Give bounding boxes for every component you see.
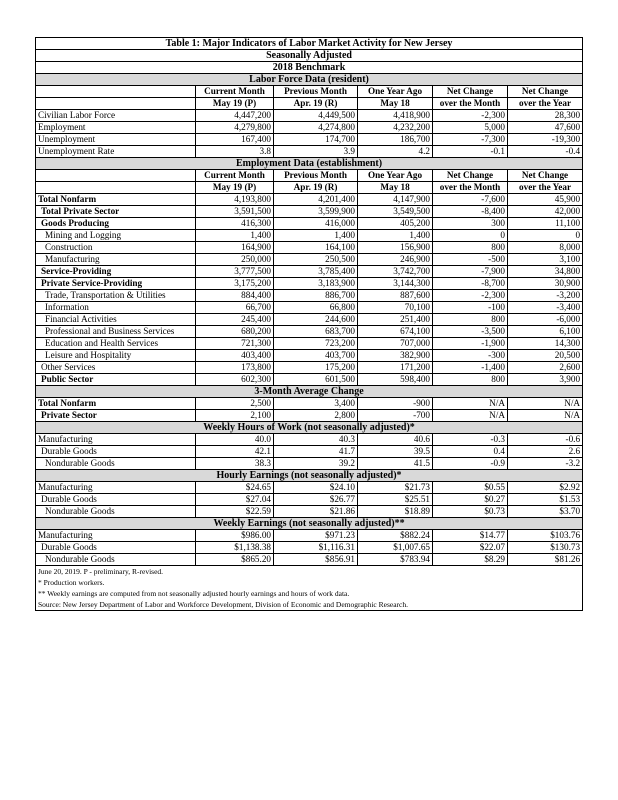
row-label: Employment [36,122,196,134]
data-cell: 41.5 [358,458,433,470]
column-header: Previous Month [274,170,358,182]
row-label: Other Services [36,362,196,374]
section-heading: Weekly Earnings (not seasonally adjusted)** [36,518,583,530]
data-cell: 4,232,200 [358,122,433,134]
data-cell: 3,400 [274,398,358,410]
table-row [36,134,583,146]
data-cell: -3,400 [508,302,583,314]
data-cell: 250,500 [274,254,358,266]
data-cell: $882.24 [358,530,433,542]
footnote: ** Weekly earnings are computed from not seasonally adjusted hourly earnings and hours of work data. [36,588,583,599]
data-cell: -500 [433,254,508,266]
data-cell: 20,500 [508,350,583,362]
column-header-row [36,98,583,110]
data-cell: $2.92 [508,482,583,494]
table-row [36,266,583,278]
table-row [36,314,583,326]
data-cell: 3,900 [508,374,583,386]
section-heading-row [36,74,583,86]
data-cell: 246,900 [358,254,433,266]
data-cell: -0.3 [433,434,508,446]
table-row [36,302,583,314]
row-label: Manufacturing [36,434,196,446]
data-cell: 47,600 [508,122,583,134]
data-cell: 66,700 [196,302,274,314]
column-header: Net Change [433,170,508,182]
data-cell: 42.1 [196,446,274,458]
footnote-row [36,566,583,578]
data-cell: N/A [508,398,583,410]
data-cell: 34,800 [508,266,583,278]
data-cell: 674,100 [358,326,433,338]
column-header: May 19 (P) [196,98,274,110]
row-label: Leisure and Hospitality [36,350,196,362]
data-cell: 2,500 [196,398,274,410]
table-row [36,218,583,230]
data-cell: 6,100 [508,326,583,338]
table-row [36,506,583,518]
column-header: over the Month [433,182,508,194]
data-cell: $81.26 [508,554,583,566]
column-header [36,86,196,98]
data-cell: 4,447,200 [196,110,274,122]
section-heading-row [36,386,583,398]
data-cell: -2,300 [433,110,508,122]
data-cell: $26.77 [274,494,358,506]
data-cell: 245,400 [196,314,274,326]
column-header [36,182,196,194]
data-cell: 680,200 [196,326,274,338]
data-cell: 42,000 [508,206,583,218]
row-label: Durable Goods [36,494,196,506]
data-cell: 11,100 [508,218,583,230]
row-label: Nondurable Goods [36,554,196,566]
table-row [36,206,583,218]
data-cell: 3,183,900 [274,278,358,290]
data-cell: 156,900 [358,242,433,254]
column-header: over the Year [508,182,583,194]
data-cell: 164,100 [274,242,358,254]
row-label: Private Sector [36,410,196,422]
data-cell: 601,500 [274,374,358,386]
data-cell: -0.9 [433,458,508,470]
data-cell: 2,100 [196,410,274,422]
data-cell: 30,900 [508,278,583,290]
data-cell: 403,400 [196,350,274,362]
row-label: Financial Activities [36,314,196,326]
data-cell: -0.6 [508,434,583,446]
data-cell: $22.59 [196,506,274,518]
table-row [36,338,583,350]
table-title-row [36,62,583,74]
data-cell: 3,785,400 [274,266,358,278]
table-title: Table 1: Major Indicators of Labor Market Activity for New Jersey [36,38,583,50]
data-cell: $27.04 [196,494,274,506]
data-cell: -100 [433,302,508,314]
row-label: Manufacturing [36,482,196,494]
data-cell: 723,200 [274,338,358,350]
data-cell: 14,300 [508,338,583,350]
data-cell: $24.65 [196,482,274,494]
data-cell: $21.73 [358,482,433,494]
data-cell: $1,138.38 [196,542,274,554]
column-header: Apr. 19 (R) [274,182,358,194]
data-cell: -3.2 [508,458,583,470]
data-cell: 416,000 [274,218,358,230]
column-header-row [36,170,583,182]
data-cell: 4,418,900 [358,110,433,122]
data-cell: -3,500 [433,326,508,338]
table-row [36,458,583,470]
data-cell: 164,900 [196,242,274,254]
column-header: Net Change [508,86,583,98]
data-cell: 4,279,800 [196,122,274,134]
data-cell: -7,600 [433,194,508,206]
data-cell: 886,700 [274,290,358,302]
row-label: Private Service-Providing [36,278,196,290]
table-row [36,350,583,362]
section-heading: Hourly Earnings (not seasonally adjusted)* [36,470,583,482]
data-cell: 3,100 [508,254,583,266]
data-cell: $0.73 [433,506,508,518]
data-cell: 45,900 [508,194,583,206]
data-cell: $25.51 [358,494,433,506]
data-cell: 3,549,500 [358,206,433,218]
data-cell: 3,175,200 [196,278,274,290]
row-label: Unemployment [36,134,196,146]
footnote-row [36,599,583,611]
data-cell: 405,200 [358,218,433,230]
data-cell: 4,274,800 [274,122,358,134]
data-cell: 800 [433,242,508,254]
data-cell: 382,900 [358,350,433,362]
data-cell: 39.2 [274,458,358,470]
data-cell: -6,000 [508,314,583,326]
footnote-row [36,588,583,599]
row-label: Mining and Logging [36,230,196,242]
data-cell: -7,300 [433,134,508,146]
data-cell: 40.0 [196,434,274,446]
labor-market-table [35,37,583,611]
data-cell: $22.07 [433,542,508,554]
data-cell: 66,800 [274,302,358,314]
data-cell: $1.53 [508,494,583,506]
data-cell: 416,300 [196,218,274,230]
row-label: Total Nonfarm [36,194,196,206]
row-label: Total Private Sector [36,206,196,218]
row-label: Construction [36,242,196,254]
data-cell: 2,800 [274,410,358,422]
data-cell: 3,777,500 [196,266,274,278]
table-title-row [36,50,583,62]
data-cell: -700 [358,410,433,422]
data-cell: N/A [508,410,583,422]
section-heading: 3-Month Average Change [36,386,583,398]
data-cell: 38.3 [196,458,274,470]
data-cell: 403,700 [274,350,358,362]
data-cell: 4,201,400 [274,194,358,206]
data-cell: 721,300 [196,338,274,350]
table-row [36,146,583,158]
data-cell: $3.70 [508,506,583,518]
data-cell: 1,400 [196,230,274,242]
data-cell: 167,400 [196,134,274,146]
row-label: Manufacturing [36,530,196,542]
table-row [36,494,583,506]
data-cell: 28,300 [508,110,583,122]
data-cell: $986.00 [196,530,274,542]
data-cell: 173,800 [196,362,274,374]
row-label: Unemployment Rate [36,146,196,158]
row-label: Manufacturing [36,254,196,266]
footnote: * Production workers. [36,577,583,588]
data-cell: $103.76 [508,530,583,542]
column-header-row [36,86,583,98]
data-cell: 41.7 [274,446,358,458]
data-cell: 174,700 [274,134,358,146]
table-row [36,482,583,494]
table-row [36,362,583,374]
column-header [36,98,196,110]
data-cell: 5,000 [433,122,508,134]
data-cell: $856.91 [274,554,358,566]
data-cell: 4,449,500 [274,110,358,122]
data-cell: 800 [433,314,508,326]
row-label: Nondurable Goods [36,458,196,470]
data-cell: $971.23 [274,530,358,542]
data-cell: 800 [433,374,508,386]
table-row [36,434,583,446]
column-header: Previous Month [274,86,358,98]
data-cell: 8,000 [508,242,583,254]
data-cell: -3,200 [508,290,583,302]
table-row [36,410,583,422]
data-cell: -8,700 [433,278,508,290]
data-cell: $0.27 [433,494,508,506]
column-header: over the Year [508,98,583,110]
data-cell: 300 [433,218,508,230]
footnote-row [36,577,583,588]
table-row [36,194,583,206]
column-header: Net Change [508,170,583,182]
table-row [36,554,583,566]
data-cell: 4.2 [358,146,433,158]
row-label: Durable Goods [36,542,196,554]
table-title: Seasonally Adjusted [36,50,583,62]
table-row [36,446,583,458]
row-label: Trade, Transportation & Utilities [36,290,196,302]
row-label: Total Nonfarm [36,398,196,410]
column-header-row [36,182,583,194]
data-cell: 683,700 [274,326,358,338]
footnote: June 20, 2019. P - preliminary, R-revised. [36,566,583,578]
data-cell: -0.1 [433,146,508,158]
column-header: Current Month [196,170,274,182]
column-header: One Year Ago [358,86,433,98]
table-title-row [36,38,583,50]
table-title: 2018 Benchmark [36,62,583,74]
data-cell: 175,200 [274,362,358,374]
data-cell: 1,400 [274,230,358,242]
column-header: Apr. 19 (R) [274,98,358,110]
data-cell: -1,900 [433,338,508,350]
row-label: Goods Producing [36,218,196,230]
row-label: Information [36,302,196,314]
data-cell: 3.9 [274,146,358,158]
data-cell: $130.73 [508,542,583,554]
data-cell: 39.5 [358,446,433,458]
row-label: Nondurable Goods [36,506,196,518]
table-row [36,398,583,410]
data-cell: -0.4 [508,146,583,158]
data-cell: 2,600 [508,362,583,374]
table-row [36,530,583,542]
data-cell: 4,147,900 [358,194,433,206]
row-label: Service-Providing [36,266,196,278]
row-label: Public Sector [36,374,196,386]
data-cell: $1,007.65 [358,542,433,554]
data-cell: 3,144,300 [358,278,433,290]
table-row [36,278,583,290]
data-cell: 884,400 [196,290,274,302]
data-cell: -1,400 [433,362,508,374]
data-cell: $18.89 [358,506,433,518]
data-cell: 3,591,500 [196,206,274,218]
section-heading-row [36,422,583,434]
table-row [36,290,583,302]
footnote: Source: New Jersey Department of Labor and Workforce Development, Division of Economic and Demographic Research. [36,599,583,611]
data-cell: $21.86 [274,506,358,518]
data-cell: 598,400 [358,374,433,386]
data-cell: $14.77 [433,530,508,542]
data-cell: -300 [433,350,508,362]
data-cell: 3.8 [196,146,274,158]
data-cell: 0.4 [433,446,508,458]
data-cell: $0.55 [433,482,508,494]
section-heading-row [36,518,583,530]
column-header: May 18 [358,182,433,194]
data-cell: 40.3 [274,434,358,446]
data-cell: 244,600 [274,314,358,326]
data-cell: 171,200 [358,362,433,374]
row-label: Professional and Business Services [36,326,196,338]
row-label: Education and Health Services [36,338,196,350]
data-cell: -2,300 [433,290,508,302]
data-cell: 70,100 [358,302,433,314]
data-cell: 1,400 [358,230,433,242]
data-cell: N/A [433,398,508,410]
table-row [36,242,583,254]
data-cell: -19,300 [508,134,583,146]
section-heading: Employment Data (establishment) [36,158,583,170]
data-cell: $8.29 [433,554,508,566]
data-cell: 602,300 [196,374,274,386]
data-cell: 3,599,900 [274,206,358,218]
data-cell: 186,700 [358,134,433,146]
data-cell: $1,116.31 [274,542,358,554]
data-cell: -8,400 [433,206,508,218]
data-cell: $783.94 [358,554,433,566]
data-cell: -7,900 [433,266,508,278]
section-heading: Labor Force Data (resident) [36,74,583,86]
data-cell: 707,000 [358,338,433,350]
table-row [36,230,583,242]
data-cell: 2.6 [508,446,583,458]
column-header: One Year Ago [358,170,433,182]
data-cell: 250,000 [196,254,274,266]
data-cell: N/A [433,410,508,422]
table-row [36,110,583,122]
table-row [36,254,583,266]
data-cell: 0 [433,230,508,242]
section-heading: Weekly Hours of Work (not seasonally adjusted)* [36,422,583,434]
data-cell: $865.20 [196,554,274,566]
section-heading-row [36,158,583,170]
data-cell: 0 [508,230,583,242]
table-row [36,122,583,134]
section-heading-row [36,470,583,482]
column-header: over the Month [433,98,508,110]
data-cell: $24.10 [274,482,358,494]
data-cell: -900 [358,398,433,410]
data-cell: 3,742,700 [358,266,433,278]
column-header: May 18 [358,98,433,110]
column-header: Net Change [433,86,508,98]
table-row [36,374,583,386]
row-label: Durable Goods [36,446,196,458]
table-row [36,326,583,338]
data-cell: 251,400 [358,314,433,326]
column-header [36,170,196,182]
column-header: May 19 (P) [196,182,274,194]
table-row [36,542,583,554]
data-cell: 4,193,800 [196,194,274,206]
data-cell: 887,600 [358,290,433,302]
column-header: Current Month [196,86,274,98]
data-cell: 40.6 [358,434,433,446]
row-label: Civilian Labor Force [36,110,196,122]
